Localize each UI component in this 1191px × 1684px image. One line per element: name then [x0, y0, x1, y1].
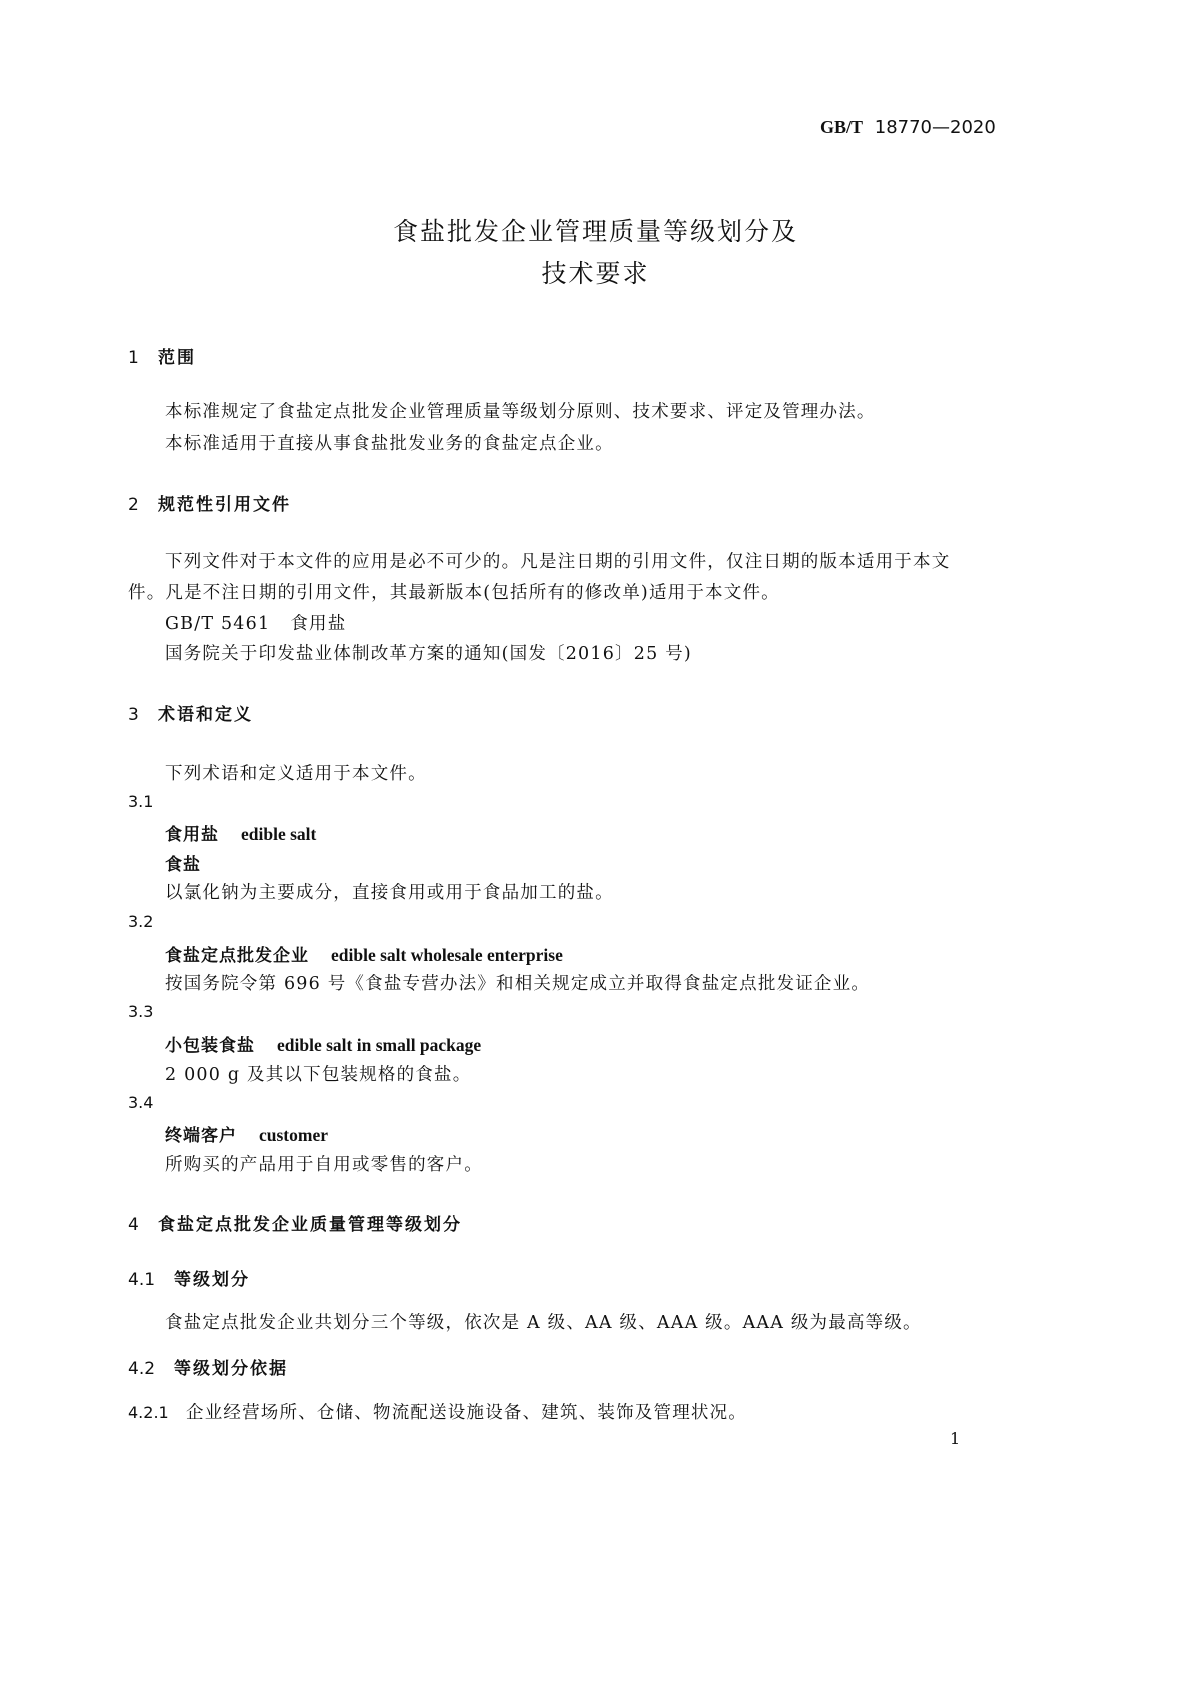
term-number: 3.1 [128, 792, 154, 811]
section-heading-4 [128, 1210, 462, 1235]
paragraph: 本标准规定了食盐定点批发企业管理质量等级划分原则、技术要求、评定及管理办法。 [165, 402, 876, 422]
term-number: 3.2 [128, 912, 154, 931]
term-number: 3.3 [128, 1002, 154, 1021]
term-number: 3.4 [128, 1093, 154, 1112]
document-title-line2: 技术要求 [541, 259, 650, 288]
document-title-line1: 食盐批发企业管理质量等级划分及 [392, 217, 798, 246]
term-heading [165, 820, 316, 845]
subsection-title: 等级划分 [174, 1270, 250, 1290]
section-title: 规范性引用文件 [158, 495, 291, 515]
standard-prefix: GB/T [820, 117, 864, 137]
term-chinese: 终端客户 [165, 1126, 237, 1146]
term-english: customer [259, 1125, 329, 1145]
clause-text: 企业经营场所、仓储、物流配送设施设备、建筑、装饰及管理状况。 [186, 1403, 747, 1423]
standard-code [820, 117, 996, 138]
section-number: 3 [128, 705, 139, 725]
reference-item [165, 610, 346, 635]
term-chinese: 食盐定点批发企业 [165, 946, 309, 966]
paragraph: 件。凡是不注日期的引用文件，其最新版本(包括所有的修改单)适用于本文件。 [128, 583, 780, 603]
paragraph: 本标准适用于直接从事食盐批发业务的食盐定点企业。 [165, 434, 614, 454]
term-heading [165, 1121, 328, 1146]
standard-number: 18770—2020 [874, 117, 996, 138]
term-definition: 所购买的产品用于自用或零售的客户。 [165, 1155, 483, 1175]
term-alternative: 食盐 [165, 855, 201, 875]
section-number: 4 [128, 1215, 139, 1235]
section-title: 术语和定义 [158, 705, 253, 725]
subsection-number: 4.1 [128, 1270, 156, 1290]
section-heading-1 [128, 343, 196, 368]
subsection-heading-4-1 [128, 1265, 250, 1290]
paragraph: 食盐定点批发企业共划分三个等级，依次是 A 级、AA 级、AAA 级。AAA 级为最高等级。 [165, 1313, 922, 1333]
term-english: edible salt wholesale enterprise [331, 945, 563, 965]
section-title: 食盐定点批发企业质量管理等级划分 [158, 1215, 462, 1235]
term-definition: 2 000 g 及其以下包装规格的食盐。 [165, 1065, 472, 1085]
reference-name: 食用盐 [290, 614, 347, 634]
section-heading-2 [128, 490, 291, 515]
term-heading [165, 941, 563, 966]
clause-4-2-1 [128, 1399, 747, 1424]
subsection-number: 4.2 [128, 1359, 156, 1379]
section-number: 1 [128, 348, 139, 368]
section-title: 范围 [158, 348, 196, 368]
term-definition: 按国务院令第 696 号《食盐专营办法》和相关规定成立并取得食盐定点批发证企业。 [165, 974, 871, 994]
reference-code: GB/T 5461 [165, 614, 271, 634]
clause-number: 4.2.1 [128, 1403, 169, 1422]
section-heading-3 [128, 700, 253, 725]
subsection-heading-4-2 [128, 1354, 288, 1379]
subsection-title: 等级划分依据 [174, 1359, 288, 1379]
term-english: edible salt [241, 824, 317, 844]
paragraph: 下列术语和定义适用于本文件。 [165, 764, 427, 784]
page-number: 1 [950, 1429, 961, 1448]
term-english: edible salt in small package [277, 1035, 482, 1055]
term-chinese: 食用盐 [165, 825, 219, 845]
section-number: 2 [128, 495, 139, 515]
term-definition: 以氯化钠为主要成分，直接食用或用于食品加工的盐。 [165, 883, 614, 903]
reference-item: 国务院关于印发盐业体制改革方案的通知(国发〔2016〕25 号) [165, 644, 692, 664]
paragraph: 下列文件对于本文件的应用是必不可少的。凡是注日期的引用文件，仅注日期的版本适用于本文 [165, 552, 951, 572]
term-chinese: 小包装食盐 [165, 1036, 255, 1056]
term-heading [165, 1031, 481, 1056]
